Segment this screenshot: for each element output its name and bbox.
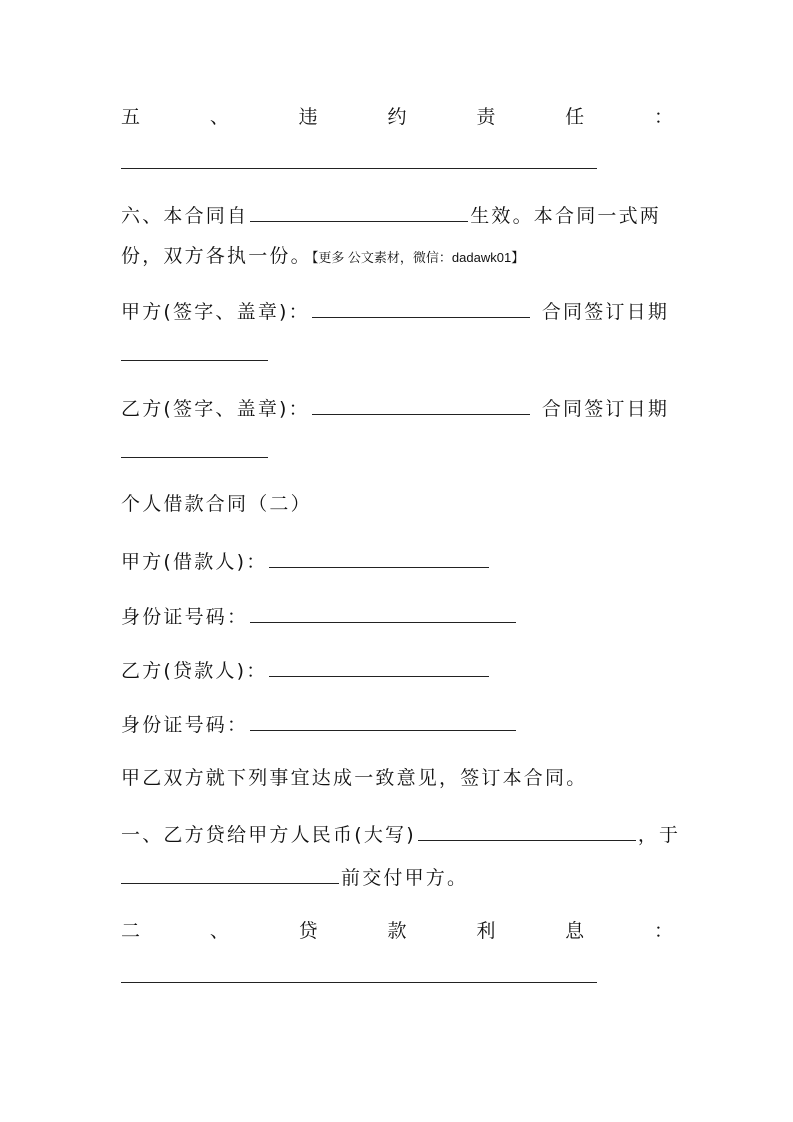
clause2-char: 二 <box>121 920 141 942</box>
section5-blank-line <box>121 168 597 169</box>
section6-line2-text: 份，双方各执一份。 <box>121 245 312 267</box>
borrower-label: 乙方(贷款人)： <box>121 660 268 682</box>
section5-char: 五 <box>121 106 141 128</box>
lender-id-blank <box>250 603 516 623</box>
section6-line2 <box>121 244 673 270</box>
party-b-date-blank <box>121 457 268 458</box>
section6-line1 <box>121 202 673 228</box>
clause1-lead: 一、乙方贷给甲方人民币(大写) <box>121 824 416 846</box>
lender-blank <box>269 548 489 568</box>
party-a-signature-blank <box>312 298 530 318</box>
contract2-intro: 甲乙双方就下列事宜达成一致意见，签订本合同。 <box>121 767 588 789</box>
party-a-signature-line <box>121 298 673 324</box>
section5-char: ： <box>653 106 673 128</box>
clause2-char: 息 <box>565 920 585 942</box>
section5-char: 任 <box>565 106 585 128</box>
contract2-title: 个人借款合同（二） <box>121 493 312 515</box>
clause2-heading <box>121 919 673 943</box>
borrower-id-blank <box>250 711 516 731</box>
section5-heading <box>121 105 673 129</box>
section5-char: 、 <box>209 106 229 128</box>
loan-amount-blank <box>418 821 636 841</box>
clause1-tail: 前交付甲方。 <box>341 867 469 889</box>
clause2-char: 利 <box>476 920 496 942</box>
section6-lead: 六、本合同自 <box>121 205 249 227</box>
lender-label: 甲方(借款人)： <box>121 551 268 573</box>
effective-date-blank <box>250 202 468 222</box>
party-b-date-label: 合同签订日期 <box>541 398 670 420</box>
clause1-mid: ，于 <box>637 824 681 846</box>
lender-id-label: 身份证号码： <box>121 606 249 628</box>
clause2-char: 贷 <box>298 920 318 942</box>
delivery-date-blank <box>121 864 339 884</box>
section6-tail: 生效。本合同一式两 <box>470 205 662 227</box>
party-b-signature-line <box>121 395 673 421</box>
lender-id-line <box>121 603 673 629</box>
clause2-char: 、 <box>209 920 229 942</box>
section5-char: 约 <box>387 106 407 128</box>
section5-char: 责 <box>476 106 496 128</box>
clause2-char: 款 <box>387 920 407 942</box>
party-b-signature-blank <box>312 395 530 415</box>
party-a-date-label: 合同签订日期 <box>541 301 670 323</box>
party-a-signature-label: 甲方(签字、盖章)： <box>121 301 310 323</box>
clause2-blank-line <box>121 982 597 983</box>
clause1-line2 <box>121 864 673 890</box>
party-a-date-blank <box>121 360 268 361</box>
clause2-char: ： <box>653 920 673 942</box>
lender-line <box>121 548 673 574</box>
clause1-line1 <box>121 821 681 847</box>
borrower-id-line <box>121 711 673 737</box>
borrower-id-label: 身份证号码： <box>121 714 249 736</box>
section5-char: 违 <box>298 106 318 128</box>
borrower-line <box>121 657 673 683</box>
borrower-blank <box>269 657 489 677</box>
promo-note: 【更多 公文素材，微信：dadawk01】 <box>311 250 525 265</box>
party-b-signature-label: 乙方(签字、盖章)： <box>121 398 310 420</box>
